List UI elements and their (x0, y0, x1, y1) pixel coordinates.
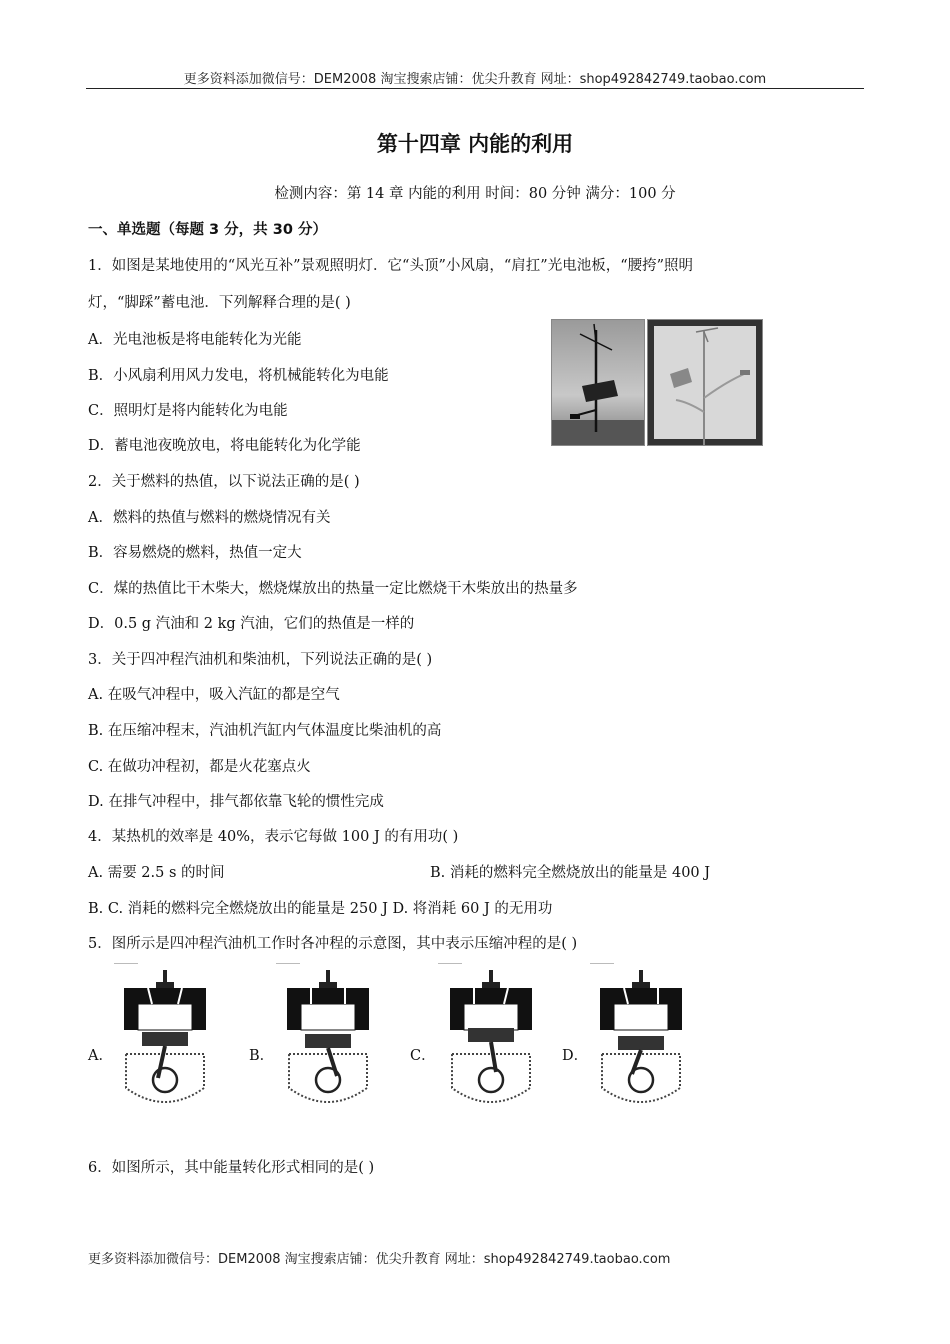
q4-option-c-d: B. C. 消耗的燃料完全燃烧放出的能量是 250 J D. 将消耗 60 J 的无用功 (88, 901, 553, 917)
diagram-mark (276, 963, 300, 964)
engine-diagram-c (444, 968, 538, 1118)
page-header: 更多资料添加微信号：DEM2008 淘宝搜索店铺：优尖升教育 网址：shop492842749.taobao.com (183, 72, 767, 87)
engine-diagram-d (594, 968, 688, 1118)
q1-stem-line2: 灯，“脚踩”蓄电池．下列解释合理的是( ) (88, 295, 351, 311)
diagram-mark (590, 963, 614, 964)
q4-stem: 4．某热机的效率是 40%，表示它每做 100 J 的有用功( ) (88, 829, 459, 845)
q5-label-d: D． (562, 1048, 589, 1064)
diagram-mark (114, 963, 138, 964)
q6-stem: 6．如图所示，其中能量转化形式相同的是( ) (88, 1160, 375, 1176)
q3-option-c: C. 在做功冲程初，都是火花塞点火 (88, 759, 311, 775)
q4-option-b: B. 消耗的燃料完全燃烧放出的能量是 400 J (430, 865, 711, 881)
q1-option-c: C．照明灯是将内能转化为电能 (88, 403, 288, 419)
engine-diagram-a (118, 968, 212, 1118)
q4-option-a: A. 需要 2.5 s 的时间 (88, 865, 225, 881)
street-light-photo-right (647, 319, 763, 446)
q1-option-a: A．光电池板是将电能转化为光能 (88, 332, 302, 348)
q5-label-a: A． (88, 1048, 113, 1064)
q2-option-c: C．煤的热值比干木柴大，燃烧煤放出的热量一定比燃烧干木柴放出的热量多 (88, 581, 578, 597)
diagram-mark (438, 963, 462, 964)
q5-label-c: C． (410, 1048, 436, 1064)
q3-option-b: B. 在压缩冲程末，汽油机汽缸内气体温度比柴油机的高 (88, 723, 442, 739)
engine-diagram-b (281, 968, 375, 1118)
q3-stem: 3．关于四冲程汽油机和柴油机，下列说法正确的是( ) (88, 652, 433, 668)
q3-option-d: D. 在排气冲程中，排气都依靠飞轮的惯性完成 (88, 794, 384, 810)
header-divider (86, 88, 864, 89)
q1-option-d: D．蓄电池夜晚放电，将电能转化为化学能 (88, 438, 361, 454)
q2-option-d: D．0.5 g 汽油和 2 kg 汽油，它们的热值是一样的 (88, 616, 415, 632)
q5-label-b: B． (249, 1048, 275, 1064)
q2-option-a: A．燃料的热值与燃料的燃烧情况有关 (88, 510, 331, 526)
exam-meta: 检测内容：第 14 章 内能的利用 时间：80 分钟 满分：100 分 (274, 186, 676, 202)
q3-option-a: A. 在吸气冲程中，吸入汽缸的都是空气 (88, 687, 340, 703)
q1-option-b: B．小风扇利用风力发电，将机械能转化为电能 (88, 368, 389, 384)
q2-stem: 2．关于燃料的热值，以下说法正确的是( ) (88, 474, 360, 490)
section-heading: 一、单选题（每题 3 分，共 30 分） (88, 222, 327, 238)
q1-stem-line1: 1．如图是某地使用的“风光互补”景观照明灯．它“头顶”小风扇，“肩扛”光电池板，“腰挎”照明 (88, 258, 694, 274)
q2-option-b: B．容易燃烧的燃料，热值一定大 (88, 545, 302, 561)
chapter-title: 第十四章 内能的利用 (376, 132, 574, 156)
street-light-photo-left (551, 319, 645, 446)
q5-stem: 5．图所示是四冲程汽油机工作时各冲程的示意图，其中表示压缩冲程的是( ) (88, 936, 578, 952)
page-footer: 更多资料添加微信号：DEM2008 淘宝搜索店铺：优尖升教育 网址：shop492842749.taobao.com (88, 1252, 671, 1267)
